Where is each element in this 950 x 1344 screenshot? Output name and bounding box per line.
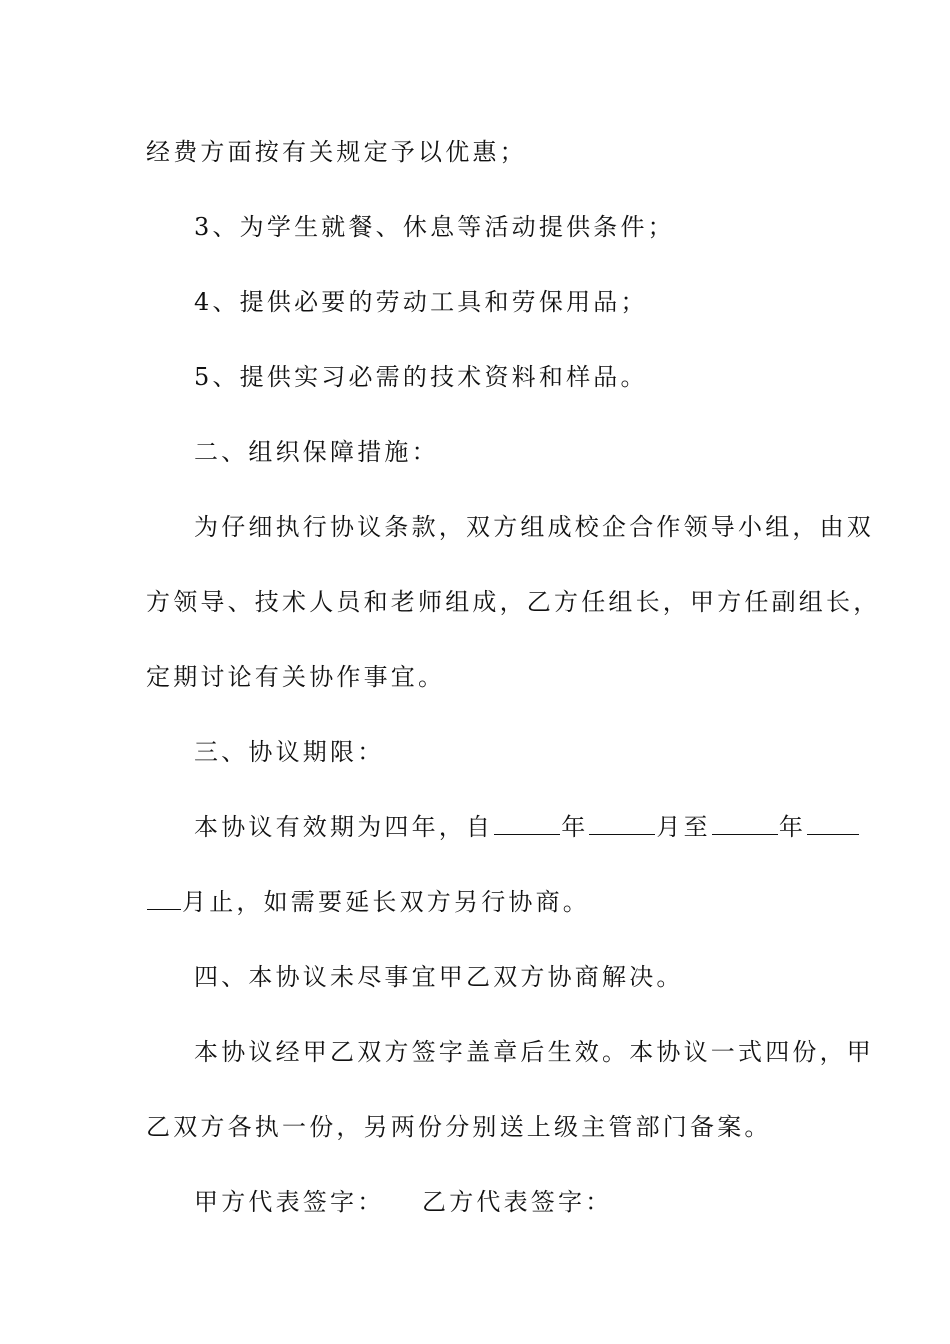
term-line [194,812,860,842]
section-heading-3: 三、协议期限： [194,738,385,766]
paragraph-line: 本协议经甲乙双方签字盖章后生效。本协议一式四份，甲 [194,1038,874,1066]
paragraph-line: 乙双方各执一份，另两份分别送上级主管部门备案。 [146,1113,772,1141]
paragraph-line: 为仔细执行协议条款，双方组成校企合作领导小组，由双 [194,513,874,541]
blank-field [712,812,778,835]
term-line-continued [146,887,590,917]
blank-field [494,812,560,835]
term-prefix: 本协议有效期为四年，自 [194,813,494,841]
term-year-2: 年 [778,813,807,841]
paragraph-line: 方领导、技术人员和老师组成，乙方任组长，甲方任副组长， [146,588,881,616]
list-item-5: 5、提供实习必需的技术资料和样品。 [194,363,648,391]
term-year-1: 年 [561,813,589,841]
list-item-3: 3、为学生就餐、休息等活动提供条件； [194,213,675,241]
paragraph-line: 经费方面按有关规定予以优惠； [146,138,527,166]
blank-field [589,812,655,835]
signature-b-label: 乙方代表签字： [422,1188,613,1216]
section-heading-2: 二、组织保障措施： [194,438,439,466]
paragraph-line: 定期讨论有关协作事宜。 [146,663,446,691]
signature-a-label: 甲方代表签字： [194,1188,385,1216]
blank-field [807,812,859,835]
list-item-4: 4、提供必要的劳动工具和劳保用品； [194,288,648,316]
blank-field [147,887,181,910]
section-heading-4: 四、本协议未尽事宜甲乙双方协商解决。 [194,963,684,991]
term-end-text: 月止，如需要延长双方另行协商。 [182,888,590,916]
term-month-to: 月至 [656,813,711,841]
